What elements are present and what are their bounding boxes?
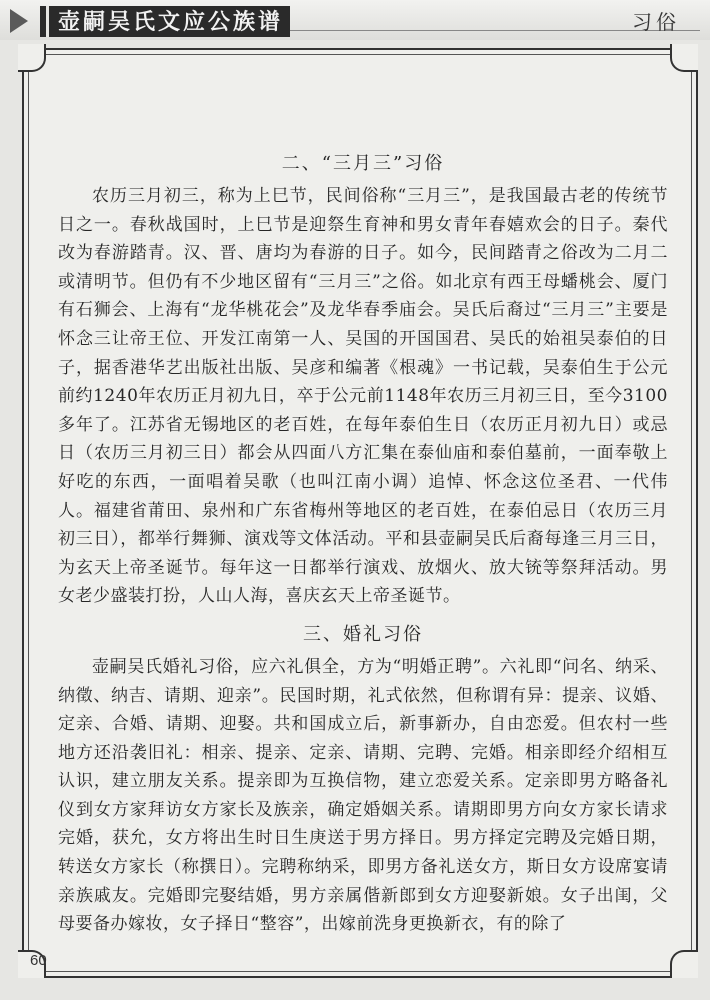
section-heading-wedding: 三、婚礼习俗 — [303, 623, 423, 645]
frame-corner — [670, 44, 698, 72]
frame-corner — [670, 950, 698, 978]
frame-corner — [18, 44, 46, 72]
page-number: 60 — [30, 952, 47, 969]
section-paragraph-sanyuesan: 农历三月初三，称为上巳节，民间俗称“三月三”，是我国最古老的传统节日之一。春秋战国时，上巳节是迎祭生育神和男女青年春嬉欢会的日子。秦代改为春游踏青。汉、晋、唐均为春游的日子。如今，民间踏青之俗改为二月二或清明节。但仍有不少地区留有“三月三”之俗。如北京有西王母蟠桃会、厦门有石狮会、上海有“龙华桃花会”及龙华春季庙会。吴氏后裔过“三月三”主要是怀念三让帝王位、开发江南第一人、吴国的开国国君、吴氏的始祖吴泰伯的日子，据香港华艺出版社出版、吴彦和编著《根魂》一书记载，吴泰伯生于公元前约1240年农历正月初九日，卒于公元前1148年农历三月初三日，至今3100多年了。江苏省无锡地区的老百姓，在每年泰伯生日（农历正月初九日）或忌日（农历三月初三日）都会从四面八方汇集在泰仙庙和泰伯墓前，一面奉敬上好吃的东西，一面唱着吴歌（也叫江南小调）追悼、怀念这位圣君、一代伟人。福建省莆田、泉州和广东省梅州等地区的老百姓，在泰伯忌日（农历三月初三日），都举行舞狮、演戏等文体活动。平和县壶嗣吴氏后裔每逢三月三日，为玄天上帝圣诞节。每年这一日都举行演戏、放烟火、放大铳等祭拜活动。男女老少盛装打扮，人山人海，喜庆玄天上帝圣诞节。 — [58, 186, 668, 607]
section-label: 习俗 — [632, 10, 680, 34]
book-title: 壶嗣吴氏文应公族谱 — [58, 9, 284, 35]
section-paragraph-wedding: 壶嗣吴氏婚礼习俗，应六礼俱全，方为“明婚正聘”。六礼即“问名、纳采、纳徵、纳吉、请期、迎亲”。民国时期，礼式依然，但称谓有异：提亲、议婚、定亲、合婚、请期、迎娶。共和国成立后，新事新办，自由恋爱。但农村一些地方还沿袭旧礼：相亲、提亲、定亲、请期、完聘、完婚。相亲即经介绍相互认识，建立朋友关系。提亲即为互换信物，建立恋爱关系。定亲即男方略备礼仪到女方家拜访女方家长及族亲，确定婚姻关系。请期即男方向女方家长请求完婚，获允，女方将出生时日生庚送于男方择日。男方择定完聘及完婚日期，转送女方家长（称撰日）。完聘称纳采，即男方备礼送女方，斯日女方设席宴请亲族戚友。完婚即完娶结婚，男方亲属偕新郎到女方迎娶新娘。女子出闺，父母要备办嫁妆，女子择日“整容”，出嫁前洗身更换新衣，有的除了 — [58, 656, 668, 935]
page-header — [0, 0, 710, 40]
section-heading-sanyuesan: 二、“三月三”习俗 — [281, 153, 445, 174]
triangle-arrow-icon — [10, 9, 28, 33]
page-content — [58, 150, 668, 939]
